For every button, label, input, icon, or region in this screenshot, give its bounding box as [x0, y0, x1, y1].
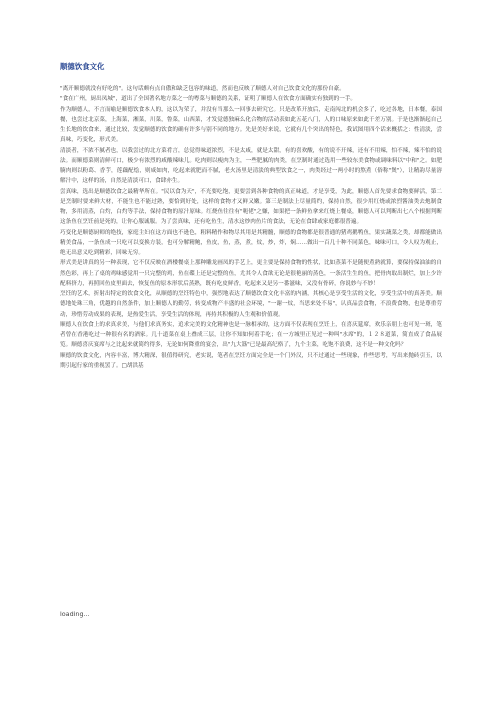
paragraph-3: 作为顺德人，不言而喻是顺德饮食本人的，这以为荣了，并没有当那么一回事去研究它。只是改革开放后，走南闯北的机会多了，吃过各地，日本餐，泰国餐，也尝过北京菜，上海菜，湘菜，川菜，鲁菜，山西菜，才发觉德独麻么化合物的活动表如此五花八门，人的口味原来如此千差万别。于是也渐渐起自己生长地的饮食来，通过比较，发觉顺德的饮食的确有许多与别不同的地方。先是美好来说，它就有几个突出的特色，我试图用四个话来概括之：性清淡，尝真味，巧变化，形式美。	[60, 106, 442, 144]
document-title: 顺德饮食文化	[60, 62, 105, 71]
paragraph-8: 烹饪的艺术，折射出特定的饮食文化，从顺德的烹饪特色中，强烈地表达了顺德饮食文化丰富的内涵，其核心是享受生活的文化，享受生活中的真善美。顺德地处珠三角，优越的自然条件，加上顺德人的勤劳，转变成物产丰盛的社会环境，"一谢一炆，当思来处不易"，认真品尝食物，不浪费食物，也是尊重劳动，珍惜劳动成果的表现，是热爱生活，享受生活的体现，再持其积极的人生观和价值观。	[60, 291, 442, 318]
paragraph-6: 巧变化是顺德厨师的绝技，家庭主妇在这方面也不逊色，粗料精作和物尽其用是其精髓，顺德的食物都是很普通的猪鸡鹅鸭鱼，果实蔬菜之类，却都能做出精美食品，一条鱼成一只吃可以变换方装，也可分解精鲍，鱼皮，鱼，蒸，煮，炆，炒，炸，焖……做出一百几十种不同菜色，味味可口，令人叹为观止，绝无出意义吃到精彩，回味无穷。	[60, 229, 442, 256]
paragraph-4: 清淡者，不浓不腻者也，以我尝过的北方菜肴言，总觉得味道浓烈，不是太咸，就是太甜，有的喜欢酸，有的说不开辣，还有不用辣，怕不辣，辣不怕的说法。而顺德菜则清鲜可口，极少有浓烈的咸酸辣味儿。吃肉则以瘦肉为主，一些肥腻的肉类，在烹制时通过选用一些较东美食物或调味料以"中和"之。如肥腩肉则以粉葛、香芋，莲藕配烩，则咸如肉，吃起来就肥而不腻，老火汤里是清淡的典型饮食之一，肉类经过一两小时的熬煮（俗称"煲"），让精韵尽量溶解汁中，这样的汤，自然是清淡可口，食肆亦生。	[60, 147, 442, 185]
paragraph-2: "食在广州，厨出凤城"，道出了全国著名地方菜之一的粤菜与顺德的关系，证明了顺德人在饮食方面确实有独到的一手。	[60, 96, 357, 103]
paragraph-5: 尝真味，选出是顺德饮食之最精华所在。"民以食为天"，不光要吃饱，更要尝到各种食物的真正味道，才是享受，为此，顺德人首先要求食物要鲜活，第二是烹制时要来鲜大材，不能生也不能过熟，要恰到好处，这样的食物才又鲜又嫩。第三是制法上尽量简约，保持自然，很少用红烧或浓烈酱油类去炮制食物，多用清蒸，白灼，白灼等手法，保持食物的原汁原味。红烧鱼往往有"呃佬"之嫌，如果把一条鲜鱼拿来红烧上餐桌，顺德人可以判断出七八个根据判断这条鱼在烹饪前是死的，让你心服诚服。为了尝真味，还有吃鱼生，清水这炒肉鱼片的食法，无论在食肆或家庭都很普遍。	[60, 188, 442, 226]
paragraph-10: 顺德的饮食文化，内容丰富，博大精深，很值得研究，老实说，笔者在烹饪方面完全是一个门外汉，只不过通过一些现象，作些思考，写出来抛砖引玉，以期引起行家的重视罢了。□胡洪基	[60, 352, 442, 369]
paragraph-1: "离开顺德就没有好吃的"。这句话颇有点自傲和缺乏包容的味道，然而也反映了顺德人对自己饮食文化的那份自豪。	[60, 86, 345, 92]
document-body	[60, 62, 442, 371]
paragraph-9: 顺德人在饮食上的求真求美，与他们求真务实，追求完美的文化精神也是一脉相承的，这方面不仅表现在烹饪上，在喜庆筵席，欢乐亲朋上也可见一斑，笔者曾在香港吃过一种很有名的酒家。几十道菜在桌上叠成三层，让你不知如何着手吃；在一方城里正见过一种叫"水席"的，１２８道菜，简直成了食品展览。顺德喜庆宴席与之比起来就简约得多，无论如何降重的宴会，出"九大簋"已是最高纪格了，九个主菜，吃饱不浪费，这不是一种文化吗？	[60, 321, 442, 349]
loading-indicator: loading...	[60, 610, 90, 618]
paragraph-7: 形式美是讲真的另一种表现，它不仅反映在酒楼餐桌上那种雕龙画凤的手艺上，更主要是保持食物的性状，比如蒸菜不是随便煮熟就算，要保持保油油的自然色彩，再上了桌的鸡味感觉用一只完整的鸡，鱼在碟上还是完整的鱼，尤其令人食欲无论是很艳丽的蒸色，一条活生生的鱼，把骨肉取出制烂，加上少许配料挤力，再照回鱼皮里面去，恢复鱼的原本形状后蒸熟，既有吃皮鲜香，吃起来又是另一番滋味，又没有骨碎，你说妙与不妙！	[60, 260, 442, 287]
